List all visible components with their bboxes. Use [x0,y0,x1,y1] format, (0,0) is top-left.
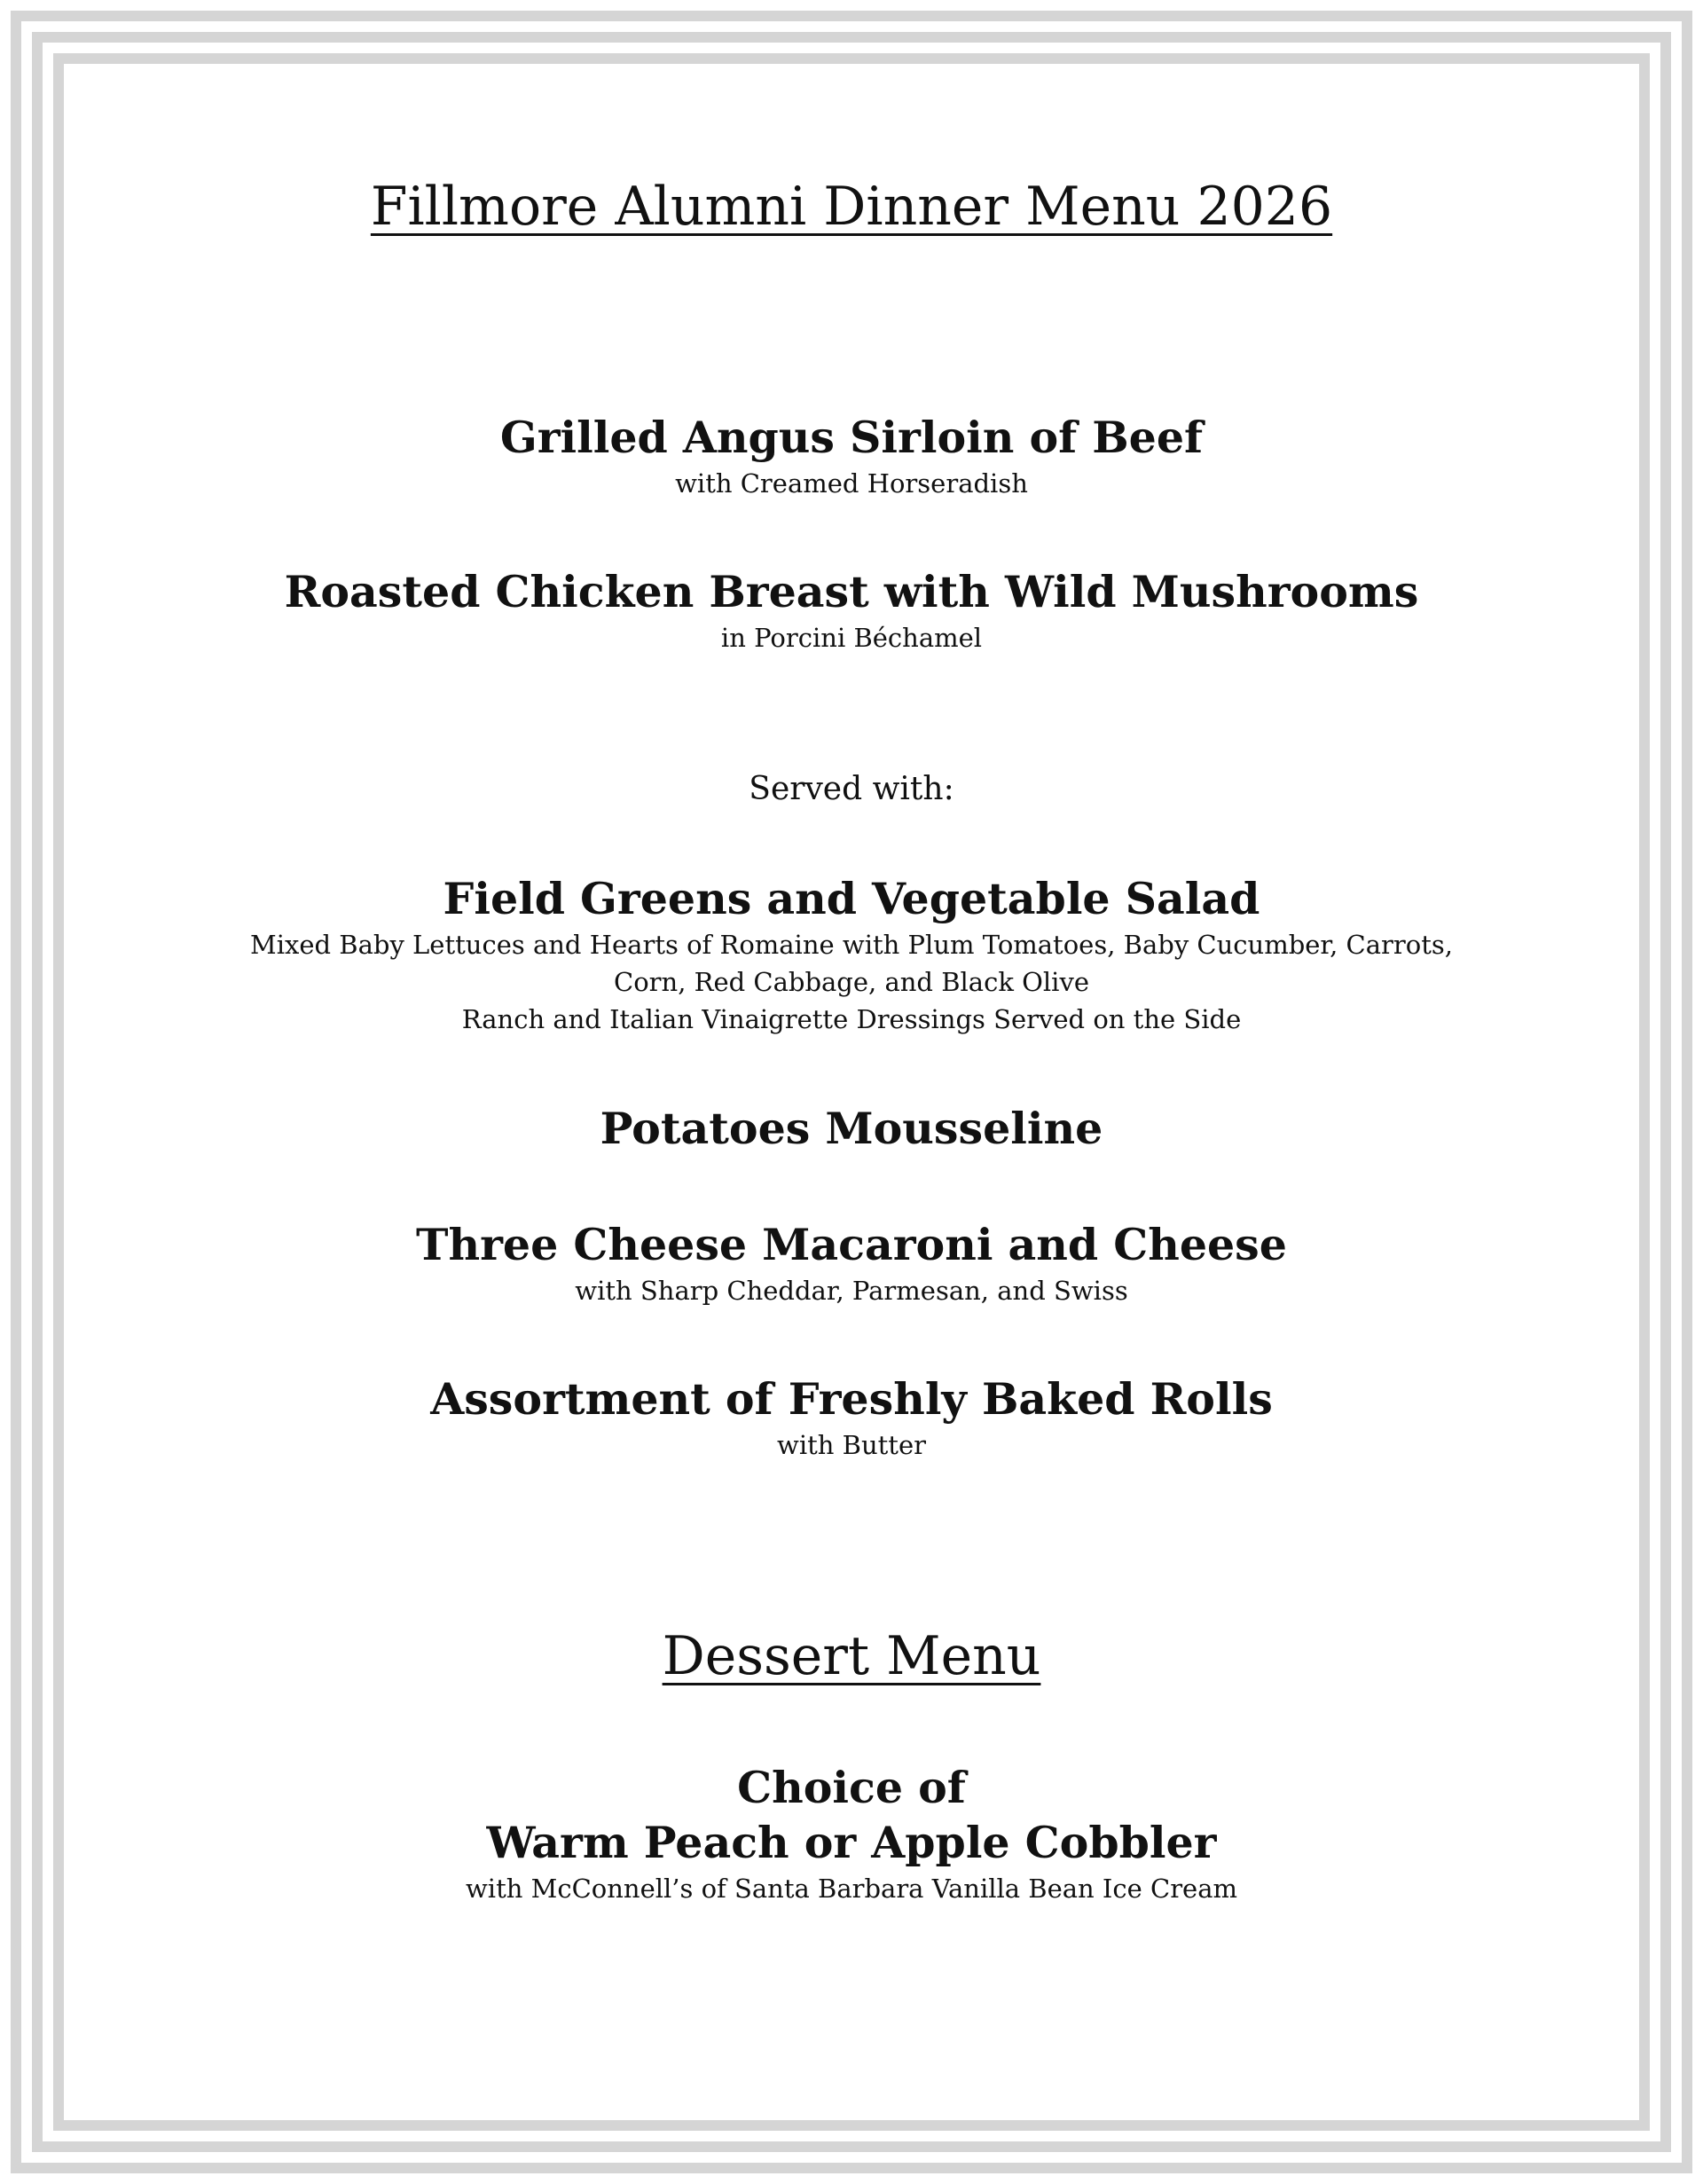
entree-chicken [89,564,1614,656]
side-potatoes [89,1101,1614,1156]
dish-name: Assortment of Freshly Baked Rolls [430,1373,1273,1425]
dish-description-line: Corn, Red Cabbage, and Black Olive [614,967,1089,997]
dessert-choice-label: Choice of [737,1762,966,1813]
dish-description: with Butter [777,1430,926,1460]
dish-description-line: Mixed Baby Lettuces and Hearts of Romaine with Plum Tomatoes, Baby Cucumber, Carrots, [250,930,1453,960]
dessert-title: Dessert Menu [662,1625,1041,1687]
dish-name: Three Cheese Macaroni and Cheese [416,1219,1287,1270]
side-mac-and-cheese [89,1217,1614,1309]
side-salad [89,871,1614,1038]
side-rolls [89,1371,1614,1464]
dish-name: Roasted Chicken Breast with Wild Mushrooms [284,566,1419,617]
dessert-description: with McConnell’s of Santa Barbara Vanilla Bean Ice Cream [465,1874,1238,1904]
served-with-label-block [89,770,1614,809]
entree-beef [89,410,1614,502]
dish-description: with Sharp Cheddar, Parmesan, and Swiss [575,1276,1128,1306]
dish-name: Grilled Angus Sirloin of Beef [499,412,1204,463]
dish-name: Field Greens and Vegetable Salad [443,873,1260,924]
dish-description: with Creamed Horseradish [675,468,1028,499]
dish-name: Potatoes Mousseline [600,1103,1103,1154]
menu-page [89,0,1614,2184]
dish-description-line: Ranch and Italian Vinaigrette Dressings Served on the Side [461,1004,1242,1034]
dessert-name: Warm Peach or Apple Cobbler [486,1817,1217,1868]
dessert-item [89,1760,1614,1907]
dish-description: in Porcini Béchamel [720,623,983,653]
served-with-label: Served with: [749,771,954,807]
menu-title: Fillmore Alumni Dinner Menu 2026 [370,176,1333,238]
